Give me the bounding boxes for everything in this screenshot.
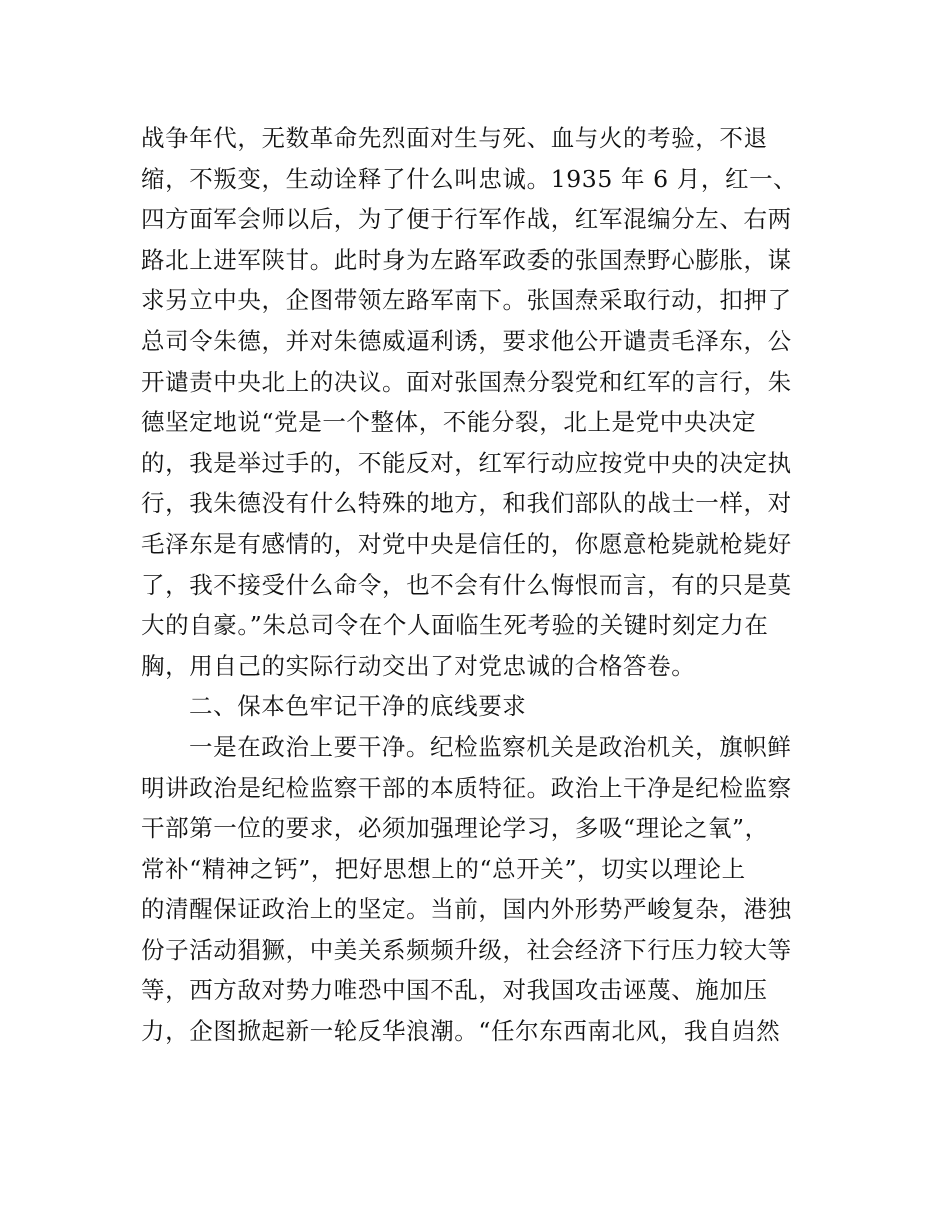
text-line: 常补“精神之钙”，把好思想上的“总开关”，切实以理论上 <box>141 854 746 883</box>
text-line: 求另立中央，企图带领左路军南下。张国焘采取行动，扣押了 <box>141 286 792 315</box>
section-heading: 二、保本色牢记干净的底线要求 <box>189 692 527 721</box>
text-line: 胸，用自己的实际行动交出了对党忠诚的合格答卷。 <box>141 651 696 680</box>
text-line: 开谴责中央北上的决议。面对张国焘分裂党和红军的言行，朱 <box>141 367 792 396</box>
text-line: 了，我不接受什么命令，也不会有什么悔恨而言，有的只是莫 <box>141 570 792 599</box>
text-line: 大的自豪。”朱总司令在个人面临生死考验的关键时刻定力在 <box>141 611 769 640</box>
text-line: 毛泽东是有感情的，对党中央是信任的，你愿意枪毙就枪毙好 <box>141 529 792 558</box>
text-line: 战争年代，无数革命先烈面对生与死、血与火的考验，不退 <box>141 124 768 152</box>
body-text <box>141 118 813 1052</box>
text-line: 路北上进军陕甘。此时身为左路军政委的张国焘野心膨胀，谋 <box>141 245 792 274</box>
paragraph-start-line: 一是在政治上要干净。纪检监察机关是政治机关，旗帜鲜 <box>189 732 792 761</box>
text-line: 力，企图掀起新一轮反华浪潮。“任尔东西南北风，我自岿然 <box>141 1017 781 1046</box>
text-line: 德坚定地说“党是一个整体，不能分裂，北上是党中央决定 <box>141 408 757 437</box>
text-line: 明讲政治是纪检监察干部的本质特征。政治上干净是纪检监察 <box>141 773 792 802</box>
text-line: 的，我是举过手的，不能反对，红军行动应按党中央的决定执 <box>141 448 792 477</box>
text-line: 份子活动猖獗，中美关系频频升级，社会经济下行压力较大等 <box>141 935 792 964</box>
text-line: 四方面军会师以后，为了便于行军作战，红军混编分左、右两 <box>141 205 792 234</box>
text-line: 行，我朱德没有什么特殊的地方，和我们部队的战士一样，对 <box>141 489 792 518</box>
text-line: 的清醒保证政治上的坚定。当前，国内外形势严峻复杂，港独 <box>141 895 792 924</box>
text-line: 干部第一位的要求，必须加强理论学习，多吸“理论之氧”， <box>141 814 769 843</box>
text-line: 总司令朱德，并对朱德威逼利诱，要求他公开谴责毛泽东，公 <box>141 326 792 355</box>
text-line: 缩，不叛变，生动诠释了什么叫忠诚。1935 年 6 月，红一、 <box>141 164 798 193</box>
text-line: 等，西方敌对势力唯恐中国不乱，对我国攻击诬蔑、施加压 <box>141 976 768 1005</box>
